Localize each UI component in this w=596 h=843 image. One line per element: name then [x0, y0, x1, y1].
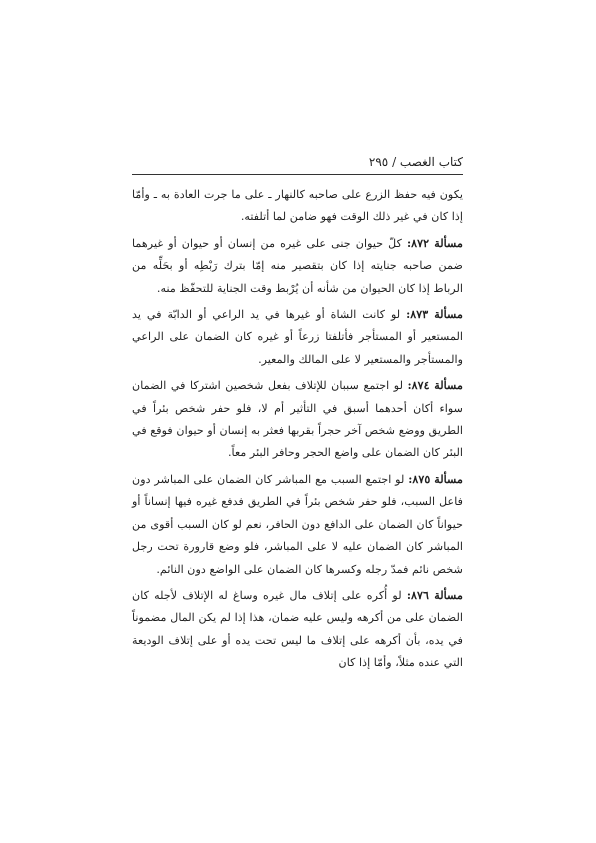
paragraph-text: لو اجتمع سببان للإتلاف بفعل شخصين اشتركا في الضمان سواء أكان أحدهما أسبق في التأثير أم لا، فلو حفر شخص بئراً في الطريق ووضع شخص آخر حجراً بقربها فعثر به إنسان أو حيوان فوقع في البئر كان الضمان على واضع الحجر وحافر البئر معاً. — [132, 379, 463, 460]
body-text — [132, 184, 463, 678]
issue-heading: مسألة — [434, 378, 464, 393]
paragraph — [132, 374, 463, 465]
issue-number: ٨٧٢: — [407, 235, 430, 250]
paragraph-text: لو كانت الشاة أو غيرها في يد الراعي أو الدابّة في يد المستعير أو المستأجر فأتلفتا زرعاً أو غيره كان الضمان على الراعي والمستأجر والمستعير لا على المالك والمعير. — [132, 308, 463, 366]
header-rule — [132, 174, 463, 175]
issue-number: ٨٧٦: — [406, 587, 430, 602]
paragraph-text: كلّ حيوان جنى على غيره من إنسان أو حيوان أو غيرهما ضمن صاحبه جنايته إذا كان بتقصير منه إمّا بترك رَبْطِه أو بحَلِّه من الرباط إذا كان الحيوان من شأنه أن يُرْبط وقت الجناية للتحفّظ منه. — [132, 236, 463, 295]
paragraph-text: لو أُكره على إتلاف مال غيره وساغ له الإتلاف لأجله كان الضمان على من أكرهه وليس عليه ضمان، هذا إذا لم يكن المال مضموناً في يده، بأن أكرهه على إتلاف ما ليس تحت يده أو على إتلاف الوديعة التي عنده مثلاً، وأمّا إذا كان — [132, 588, 463, 670]
paragraph — [132, 184, 463, 229]
paragraph — [132, 468, 463, 581]
running-header-title: كتاب الغصب / ٢٩٥ — [368, 155, 463, 169]
issue-heading: مسألة — [434, 235, 463, 250]
issue-number: ٨٧٤: — [407, 378, 430, 393]
issue-heading: مسألة — [434, 587, 464, 602]
running-header — [132, 152, 463, 172]
issue-number: ٨٧٣: — [406, 307, 429, 322]
paragraph-text: لو اجتمع السبب مع المباشر كان الضمان على المباشر دون فاعل السبب، فلو حفر شخص بئراً في الطريق فدفع غيره فيها إنساناً أو حيواناً كان الضمان على الدافع دون الحافر، نعم لو كان السبب أقوى من المباشر كان الضمان عليه لا على المباشر، فلو وضع قارورة تحت رجل شخص نائم فمدّ رجله وكسرها كان الضمان على الواضع دون النائم. — [132, 472, 463, 576]
issue-heading: مسألة — [434, 471, 463, 486]
paragraph — [132, 584, 463, 675]
issue-heading: مسألة — [434, 307, 463, 322]
paragraph-text: يكون فيه حفظ الزرع على صاحبه كالنهار ـ على ما جرت العادة به ـ وأمّا إذا كان في غير ذلك الوقت فهو ضامن لما أتلفته. — [132, 188, 463, 224]
paragraph — [132, 232, 463, 300]
paragraph — [132, 303, 463, 371]
issue-number: ٨٧٥: — [408, 471, 431, 486]
